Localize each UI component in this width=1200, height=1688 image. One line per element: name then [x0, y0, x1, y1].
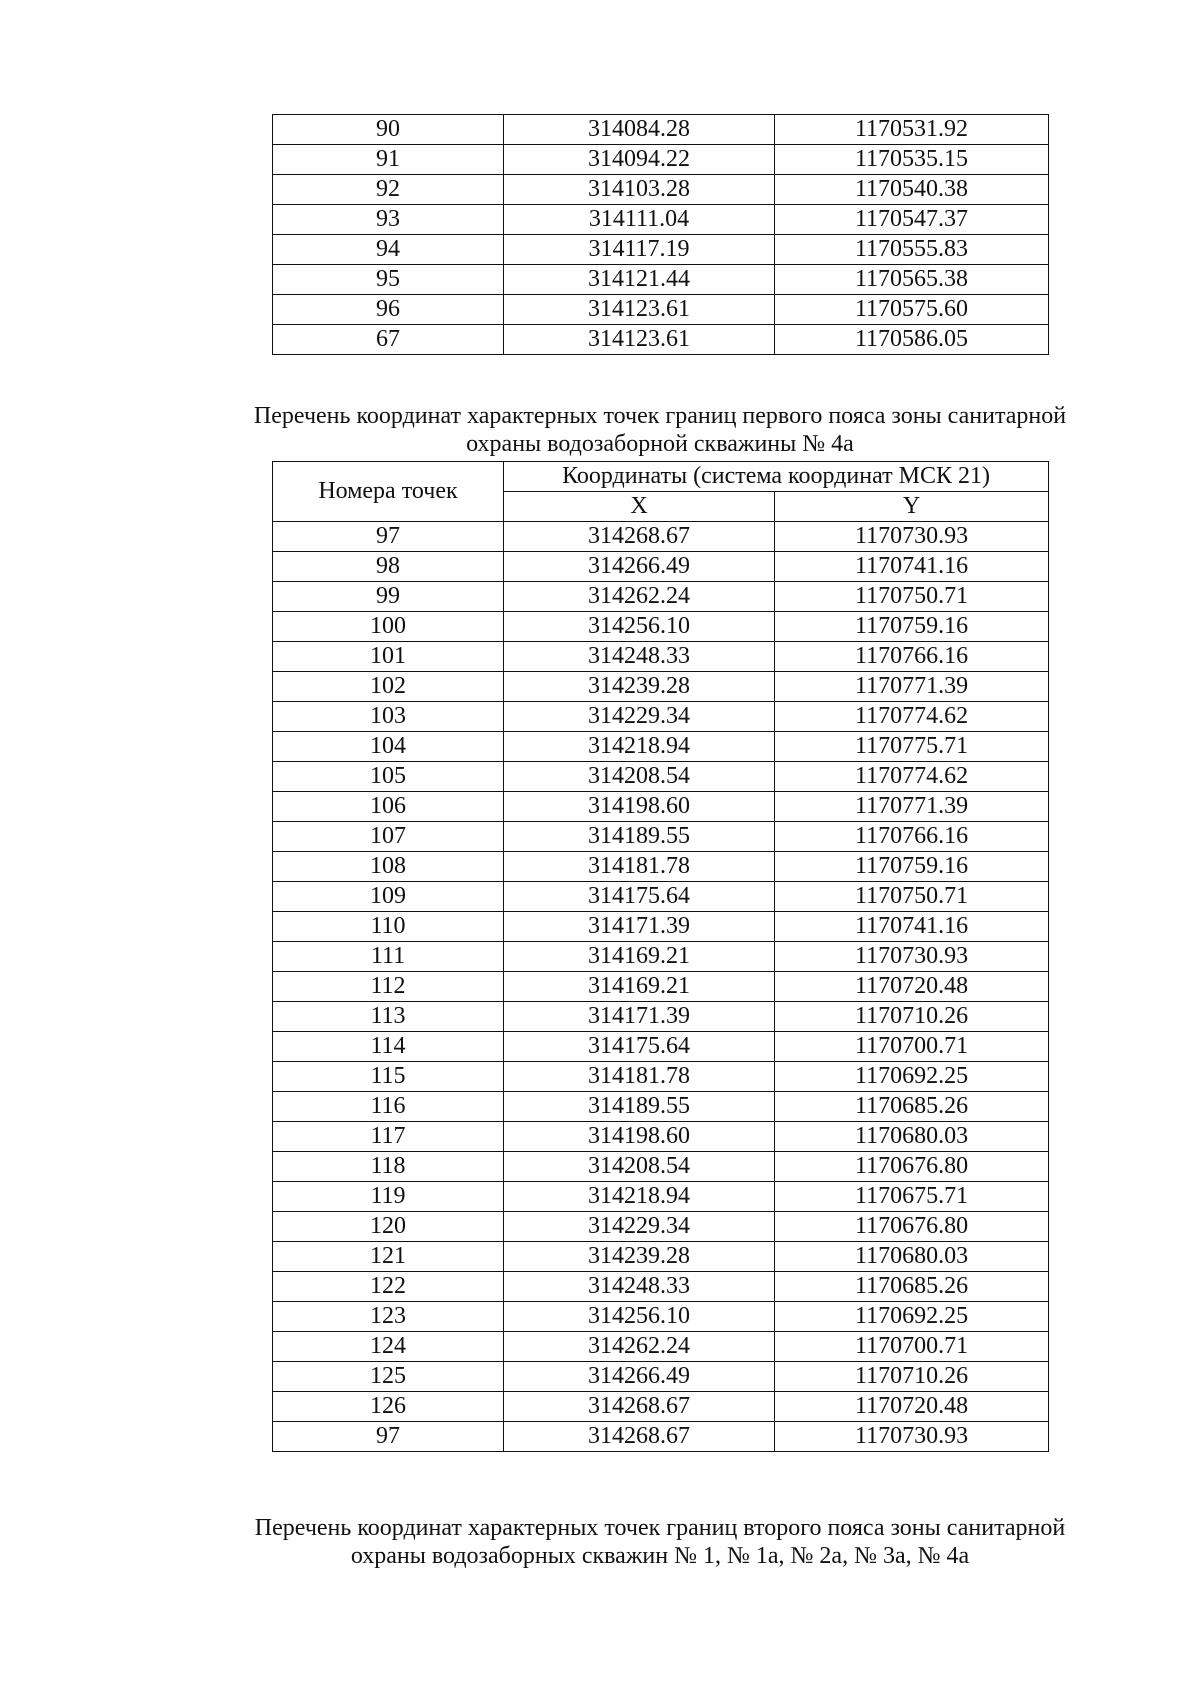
x-coordinate-cell: 314256.10: [504, 612, 775, 642]
table-row: [273, 325, 1049, 355]
y-coordinate-cell: 1170540.38: [775, 175, 1049, 205]
table-row: [273, 1332, 1049, 1362]
table-row: [273, 672, 1049, 702]
y-coordinate-cell: 1170710.26: [775, 1362, 1049, 1392]
point-number-cell: 114: [273, 1032, 504, 1062]
x-coordinate-cell: 314256.10: [504, 1302, 775, 1332]
x-coordinate-cell: 314262.24: [504, 1332, 775, 1362]
point-number-cell: 113: [273, 1002, 504, 1032]
y-coordinate-cell: 1170675.71: [775, 1182, 1049, 1212]
x-coordinate-cell: 314175.64: [504, 882, 775, 912]
table-row: [273, 882, 1049, 912]
header-point-numbers: Номера точек: [273, 462, 504, 522]
section-2-title: [190, 1514, 1130, 1570]
table-row: [273, 1062, 1049, 1092]
y-coordinate-cell: 1170771.39: [775, 792, 1049, 822]
y-coordinate-cell: 1170766.16: [775, 642, 1049, 672]
x-coordinate-cell: 314117.19: [504, 235, 775, 265]
point-number-cell: 90: [273, 115, 504, 145]
point-number-cell: 101: [273, 642, 504, 672]
point-number-cell: 91: [273, 145, 504, 175]
x-coordinate-cell: 314268.67: [504, 1422, 775, 1452]
table-row: [273, 582, 1049, 612]
point-number-cell: 116: [273, 1092, 504, 1122]
y-coordinate-cell: 1170730.93: [775, 1422, 1049, 1452]
y-coordinate-cell: 1170676.80: [775, 1212, 1049, 1242]
y-coordinate-cell: 1170692.25: [775, 1302, 1049, 1332]
table-row: [273, 1302, 1049, 1332]
y-coordinate-cell: 1170771.39: [775, 672, 1049, 702]
point-number-cell: 100: [273, 612, 504, 642]
point-number-cell: 94: [273, 235, 504, 265]
table-row: [273, 1122, 1049, 1152]
section-2-title-line-1: Перечень координат характерных точек границ второго пояса зоны санитарной: [254, 1515, 1066, 1541]
y-coordinate-cell: 1170759.16: [775, 852, 1049, 882]
x-coordinate-cell: 314229.34: [504, 702, 775, 732]
y-coordinate-cell: 1170680.03: [775, 1122, 1049, 1152]
point-number-cell: 120: [273, 1212, 504, 1242]
table-row: [273, 732, 1049, 762]
x-coordinate-cell: 314181.78: [504, 1062, 775, 1092]
table-row: [273, 1152, 1049, 1182]
table-row: [273, 552, 1049, 582]
y-coordinate-cell: 1170575.60: [775, 295, 1049, 325]
x-coordinate-cell: 314268.67: [504, 1392, 775, 1422]
table-row: [273, 265, 1049, 295]
point-number-cell: 115: [273, 1062, 504, 1092]
point-number-cell: 103: [273, 702, 504, 732]
y-coordinate-cell: 1170720.48: [775, 972, 1049, 1002]
table-row: [273, 175, 1049, 205]
y-coordinate-cell: 1170741.16: [775, 552, 1049, 582]
table-row: [273, 1002, 1049, 1032]
x-coordinate-cell: 314262.24: [504, 582, 775, 612]
x-coordinate-cell: 314123.61: [504, 325, 775, 355]
table-row: [273, 1422, 1049, 1452]
y-coordinate-cell: 1170565.38: [775, 265, 1049, 295]
y-coordinate-cell: 1170555.83: [775, 235, 1049, 265]
y-coordinate-cell: 1170766.16: [775, 822, 1049, 852]
table-row: [273, 702, 1049, 732]
x-coordinate-cell: 314266.49: [504, 1362, 775, 1392]
table-row: [273, 1362, 1049, 1392]
y-coordinate-cell: 1170730.93: [775, 522, 1049, 552]
point-number-cell: 95: [273, 265, 504, 295]
x-coordinate-cell: 314208.54: [504, 1152, 775, 1182]
point-number-cell: 102: [273, 672, 504, 702]
point-number-cell: 125: [273, 1362, 504, 1392]
table-row: [273, 972, 1049, 1002]
y-coordinate-cell: 1170680.03: [775, 1242, 1049, 1272]
table-row: [273, 295, 1049, 325]
x-coordinate-cell: 314084.28: [504, 115, 775, 145]
section-1-title-line-2: охраны водозаборной скважины № 4а: [466, 431, 854, 457]
y-coordinate-cell: 1170700.71: [775, 1332, 1049, 1362]
y-coordinate-cell: 1170750.71: [775, 582, 1049, 612]
x-coordinate-cell: 314171.39: [504, 1002, 775, 1032]
point-number-cell: 109: [273, 882, 504, 912]
header-x: X: [504, 492, 775, 522]
table-row: [273, 235, 1049, 265]
point-number-cell: 105: [273, 762, 504, 792]
point-number-cell: 110: [273, 912, 504, 942]
table-row: [273, 792, 1049, 822]
y-coordinate-cell: 1170759.16: [775, 612, 1049, 642]
x-coordinate-cell: 314266.49: [504, 552, 775, 582]
x-coordinate-cell: 314169.21: [504, 942, 775, 972]
y-coordinate-cell: 1170692.25: [775, 1062, 1049, 1092]
y-coordinate-cell: 1170700.71: [775, 1032, 1049, 1062]
point-number-cell: 98: [273, 552, 504, 582]
point-number-cell: 111: [273, 942, 504, 972]
table-row: [273, 942, 1049, 972]
table-row: [273, 912, 1049, 942]
y-coordinate-cell: 1170586.05: [775, 325, 1049, 355]
point-number-cell: 122: [273, 1272, 504, 1302]
x-coordinate-cell: 314094.22: [504, 145, 775, 175]
y-coordinate-cell: 1170741.16: [775, 912, 1049, 942]
x-coordinate-cell: 314198.60: [504, 792, 775, 822]
x-coordinate-cell: 314123.61: [504, 295, 775, 325]
section-2-title-line-2: охраны водозаборных скважин № 1, № 1а, № 2а, № 3а, № 4а: [350, 1543, 970, 1569]
table-row: [273, 612, 1049, 642]
point-number-cell: 119: [273, 1182, 504, 1212]
x-coordinate-cell: 314229.34: [504, 1212, 775, 1242]
x-coordinate-cell: 314218.94: [504, 1182, 775, 1212]
y-coordinate-cell: 1170685.26: [775, 1272, 1049, 1302]
table-row: [273, 1092, 1049, 1122]
table-row: [273, 115, 1049, 145]
x-coordinate-cell: 314248.33: [504, 1272, 775, 1302]
header-coordinates: Координаты (система координат МСК 21): [504, 462, 1049, 492]
y-coordinate-cell: 1170750.71: [775, 882, 1049, 912]
point-number-cell: 118: [273, 1152, 504, 1182]
table-row: [273, 1392, 1049, 1422]
x-coordinate-cell: 314218.94: [504, 732, 775, 762]
section-1-title: [190, 402, 1130, 458]
table-row: [273, 1212, 1049, 1242]
x-coordinate-cell: 314181.78: [504, 852, 775, 882]
table-row: [273, 145, 1049, 175]
x-coordinate-cell: 314239.28: [504, 672, 775, 702]
point-number-cell: 123: [273, 1302, 504, 1332]
y-coordinate-cell: 1170685.26: [775, 1092, 1049, 1122]
y-coordinate-cell: 1170676.80: [775, 1152, 1049, 1182]
point-number-cell: 124: [273, 1332, 504, 1362]
table-row: [273, 522, 1049, 552]
x-coordinate-cell: 314175.64: [504, 1032, 775, 1062]
point-number-cell: 99: [273, 582, 504, 612]
y-coordinate-cell: 1170710.26: [775, 1002, 1049, 1032]
table-row: [273, 205, 1049, 235]
point-number-cell: 121: [273, 1242, 504, 1272]
coordinates-table-header: [273, 462, 1049, 522]
y-coordinate-cell: 1170774.62: [775, 762, 1049, 792]
point-number-cell: 93: [273, 205, 504, 235]
table-row: [273, 762, 1049, 792]
table-row: [273, 642, 1049, 672]
x-coordinate-cell: 314121.44: [504, 265, 775, 295]
coordinates-table-well-4a-body: [273, 522, 1049, 1452]
y-coordinate-cell: 1170720.48: [775, 1392, 1049, 1422]
x-coordinate-cell: 314268.67: [504, 522, 775, 552]
coordinates-table-well-4a: [272, 461, 1049, 1452]
table-row: [273, 1182, 1049, 1212]
x-coordinate-cell: 314189.55: [504, 822, 775, 852]
table-row: [273, 1032, 1049, 1062]
header-y: Y: [775, 492, 1049, 522]
y-coordinate-cell: 1170774.62: [775, 702, 1049, 732]
x-coordinate-cell: 314169.21: [504, 972, 775, 1002]
coordinates-table-continued: [272, 114, 1049, 355]
point-number-cell: 106: [273, 792, 504, 822]
section-1-title-line-1: Перечень координат характерных точек границ первого пояса зоны санитарной: [253, 403, 1067, 429]
point-number-cell: 108: [273, 852, 504, 882]
table-row: [273, 1272, 1049, 1302]
point-number-cell: 67: [273, 325, 504, 355]
y-coordinate-cell: 1170730.93: [775, 942, 1049, 972]
table-row: [273, 822, 1049, 852]
point-number-cell: 97: [273, 522, 504, 552]
x-coordinate-cell: 314208.54: [504, 762, 775, 792]
point-number-cell: 126: [273, 1392, 504, 1422]
table-row: [273, 1242, 1049, 1272]
point-number-cell: 97: [273, 1422, 504, 1452]
y-coordinate-cell: 1170535.15: [775, 145, 1049, 175]
point-number-cell: 107: [273, 822, 504, 852]
x-coordinate-cell: 314248.33: [504, 642, 775, 672]
y-coordinate-cell: 1170775.71: [775, 732, 1049, 762]
y-coordinate-cell: 1170531.92: [775, 115, 1049, 145]
point-number-cell: 117: [273, 1122, 504, 1152]
point-number-cell: 112: [273, 972, 504, 1002]
x-coordinate-cell: 314103.28: [504, 175, 775, 205]
x-coordinate-cell: 314189.55: [504, 1092, 775, 1122]
point-number-cell: 104: [273, 732, 504, 762]
x-coordinate-cell: 314111.04: [504, 205, 775, 235]
coordinates-table-continued-body: [273, 115, 1049, 355]
point-number-cell: 96: [273, 295, 504, 325]
point-number-cell: 92: [273, 175, 504, 205]
x-coordinate-cell: 314171.39: [504, 912, 775, 942]
x-coordinate-cell: 314198.60: [504, 1122, 775, 1152]
table-row: [273, 852, 1049, 882]
y-coordinate-cell: 1170547.37: [775, 205, 1049, 235]
x-coordinate-cell: 314239.28: [504, 1242, 775, 1272]
